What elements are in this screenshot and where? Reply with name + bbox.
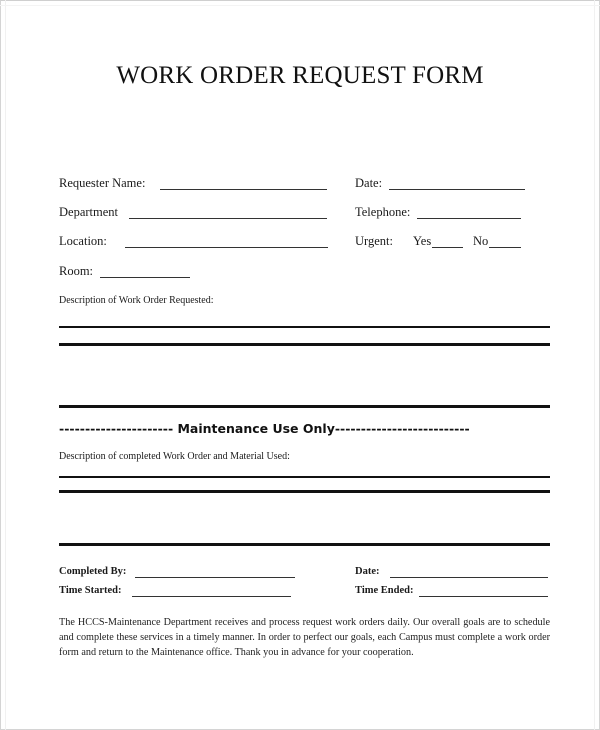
completed-description-line-3[interactable] — [59, 543, 550, 546]
time-started-field[interactable] — [132, 596, 291, 597]
description-line-3[interactable] — [59, 405, 550, 408]
date-label: Date: — [355, 176, 383, 190]
maintenance-date-label: Date: — [355, 566, 380, 577]
page-edge-top — [0, 5, 600, 6]
location-label: Location: — [59, 234, 107, 248]
telephone-label: Telephone: — [355, 205, 411, 219]
completed-by-field[interactable] — [135, 577, 295, 578]
room-label: Room: — [59, 264, 94, 278]
urgent-label: Urgent: — [355, 234, 393, 248]
location-field[interactable] — [125, 247, 328, 248]
requester-name-label: Requester Name: — [59, 176, 146, 190]
time-started-label: Time Started: — [59, 585, 122, 596]
time-ended-label: Time Ended: — [355, 585, 414, 596]
maintenance-date-field[interactable] — [390, 577, 548, 578]
telephone-field[interactable] — [417, 218, 521, 219]
form-title: WORK ORDER REQUEST FORM — [116, 62, 484, 89]
completed-description-label: Description of completed Work Order and Material Used: — [59, 451, 290, 462]
description-line-2[interactable] — [59, 343, 550, 346]
time-ended-field[interactable] — [419, 596, 548, 597]
completed-description-line-2[interactable] — [59, 490, 550, 493]
department-field[interactable] — [129, 218, 327, 219]
urgent-no-label: No — [473, 234, 489, 248]
department-label: Department — [59, 205, 119, 219]
description-line-1[interactable] — [59, 326, 550, 328]
date-field[interactable] — [389, 189, 525, 190]
completed-description-line-1[interactable] — [59, 476, 550, 478]
completed-by-label: Completed By: — [59, 566, 127, 577]
urgent-yes-label: Yes — [413, 234, 432, 248]
page-edge-right — [594, 0, 595, 730]
maintenance-use-only-heading: ---------------------- Maintenance Use Only-------------------------- — [59, 421, 470, 436]
urgent-no-field[interactable] — [489, 247, 521, 248]
description-requested-label: Description of Work Order Requested: — [59, 295, 214, 306]
room-field[interactable] — [100, 277, 190, 278]
footer-note: The HCCS-Maintenance Department receives and process request work orders daily. Our overall goals are to schedule and complete these services in a timely manner. In order to perfect our goals, each Campus must complete a work order form and return to the Maintenance office. Thank you in advance for your cooperation. — [59, 617, 550, 658]
page-edge-left — [5, 0, 6, 730]
requester-name-field[interactable] — [160, 189, 327, 190]
urgent-yes-field[interactable] — [432, 247, 463, 248]
